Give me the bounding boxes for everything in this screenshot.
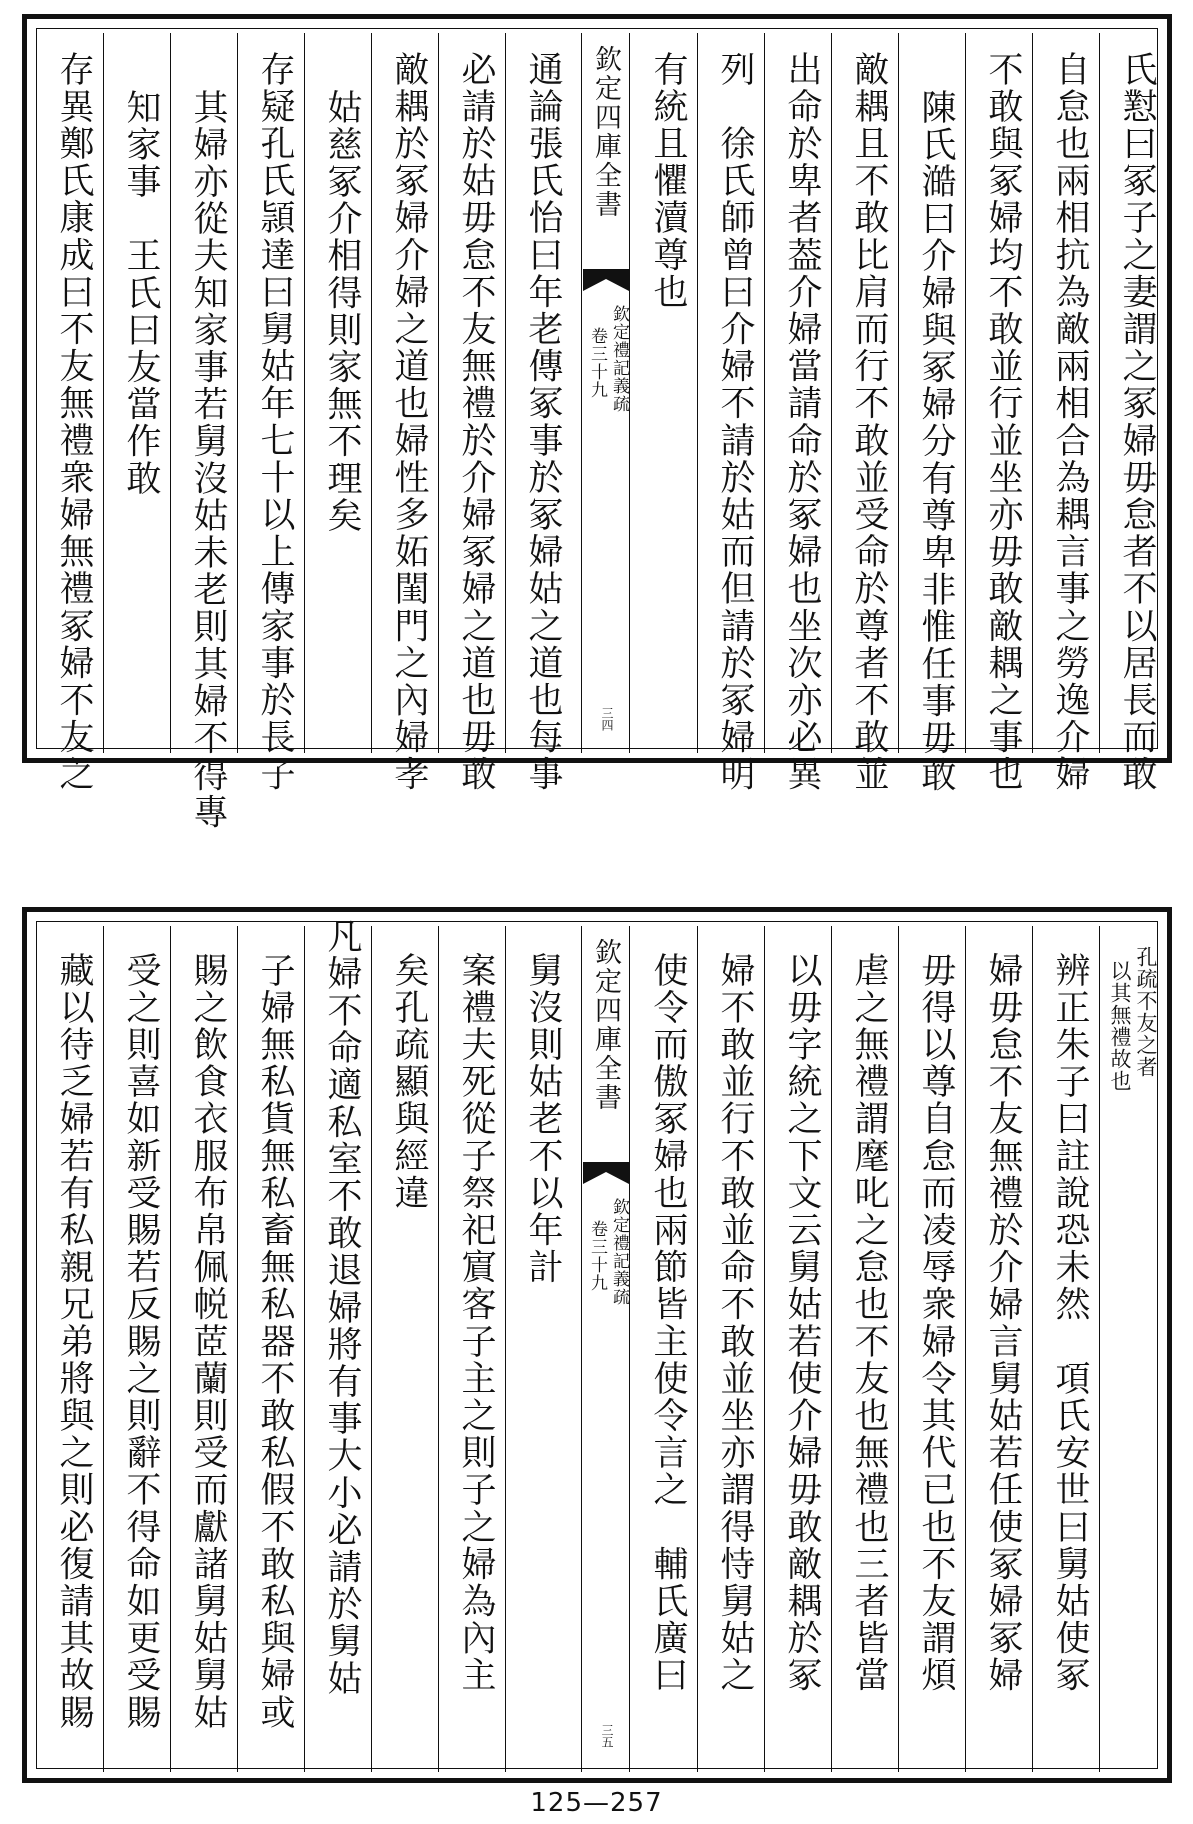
text-column: 其婦亦從夫知家事若舅沒姑未老則其婦不得專	[188, 89, 228, 831]
column-rule	[438, 33, 439, 753]
fishtail-mark	[583, 269, 629, 293]
text-column: 氏懟曰冢子之妻謂之冢婦毋怠者不以居長而敢	[1117, 51, 1157, 793]
small-note-column: 以其無禮故也	[1108, 960, 1132, 1092]
column-rule	[170, 33, 171, 753]
strip-rule	[581, 33, 582, 753]
text-column: 矣孔疏顯與經違	[389, 952, 429, 1212]
text-column: 自怠也兩相抗為敵兩相合為耦言事之勞逸介婦	[1050, 51, 1090, 793]
column-rule	[438, 926, 439, 1772]
column-rule	[237, 33, 238, 753]
center-strip-title: 欽定四庫全書	[590, 45, 621, 219]
column-rule	[103, 33, 104, 753]
text-column: 受之則喜如新受賜若反賜之則辭不得命如更受賜	[121, 952, 161, 1732]
text-column: 虐之無禮謂麾叱之怠也不友也無禮也三者皆當	[849, 952, 889, 1694]
text-column: 存異鄭氏康成曰不友無禮衆婦無禮冢婦不友之	[54, 51, 94, 793]
column-rule	[304, 926, 305, 1772]
text-column: 姑慈冢介相得則家無不理矣	[322, 89, 362, 535]
column-rule	[831, 926, 832, 1772]
center-strip-volume: 卷三十九	[587, 327, 607, 399]
small-note-column: 孔疏不友之者	[1134, 946, 1158, 1078]
column-rule	[764, 926, 765, 1772]
column-rule	[764, 33, 765, 753]
text-column: 陳氏澔曰介婦與冢婦分有尊卑非惟任事毋敢	[916, 89, 956, 794]
text-column: 知家事 王氏曰友當作敢	[121, 89, 161, 498]
column-rule	[831, 33, 832, 753]
column-rule	[697, 33, 698, 753]
text-column: 使令而傲冢婦也兩節皆主使令言之 輔氏廣曰	[648, 952, 688, 1694]
center-strip-page-number: 三五	[600, 1724, 614, 1748]
column-rule	[965, 926, 966, 1772]
center-strip-book-title: 欽定禮記義疏	[609, 1198, 629, 1306]
text-column: 舅沒則姑老不以年計	[523, 952, 563, 1286]
bottom-page-frame	[22, 907, 1172, 1783]
text-column: 子婦無私貨無私畜無私器不敢私假不敢私與婦或	[255, 952, 295, 1732]
text-column: 存疑孔氏頴達曰舅姑年七十以上傳家事於長子	[255, 51, 295, 793]
top-page-frame	[22, 14, 1172, 831]
text-column: 有統且懼瀆尊也	[648, 51, 688, 311]
column-rule	[1099, 926, 1100, 1772]
text-column: 賜之飲食衣服布帛佩帨茝蘭則受而獻諸舅姑舅姑	[188, 952, 228, 1732]
text-column: 必請於姑毋怠不友無禮於介婦冢婦之道也毋敢	[456, 51, 496, 793]
column-rule	[1099, 33, 1100, 753]
column-rule	[304, 33, 305, 753]
text-column: 不敢與冢婦均不敢並行並坐亦毋敢敵耦之事也	[983, 51, 1023, 793]
column-rule	[371, 33, 372, 753]
column-rule	[1032, 33, 1033, 753]
text-column: 毋得以尊自怠而凌辱衆婦令其代已也不友謂煩	[916, 952, 956, 1694]
text-column: 藏以待乏婦若有私親兄弟將與之則必復請其故賜	[54, 952, 94, 1732]
column-rule	[505, 33, 506, 753]
text-column: 敵耦且不敢比肩而行不敢並受命於尊者不敢並	[849, 51, 889, 793]
fishtail-mark	[583, 1162, 629, 1186]
column-rule	[371, 926, 372, 1772]
text-column: 辨正朱子曰註說恐未然 項氏安世曰舅姑使冢	[1050, 952, 1090, 1694]
column-rule	[1032, 926, 1033, 1772]
column-rule	[103, 926, 104, 1772]
strip-rule	[629, 926, 630, 1772]
center-strip-book-title: 欽定禮記義疏	[609, 305, 629, 413]
column-rule	[965, 33, 966, 753]
column-rule	[170, 926, 171, 1772]
text-column: 案禮夫死從子祭祀賔客子主之則子之婦為內主	[456, 952, 496, 1694]
text-column: 出命於卑者葢介婦當請命於冢婦也坐次亦必異	[782, 51, 822, 793]
text-column: 婦毋怠不友無禮於介婦言舅姑若任使冢婦冢婦	[983, 952, 1023, 1694]
text-column: 列 徐氏師曾曰介婦不請於姑而但請於冢婦明	[715, 51, 755, 793]
strip-rule	[581, 926, 582, 1772]
bottom-page-columns	[27, 912, 1167, 1778]
column-rule	[505, 926, 506, 1772]
center-strip-title: 欽定四庫全書	[590, 938, 621, 1112]
column-rule	[697, 926, 698, 1772]
text-column: 以毋字統之下文云舅姑若使介婦毋敢敵耦於冢	[782, 952, 822, 1694]
column-rule	[237, 926, 238, 1772]
text-column: 凡婦不命適私室不敢退婦將有事大小必請於舅姑	[322, 918, 362, 1698]
column-rule	[898, 926, 899, 1772]
column-rule	[898, 33, 899, 753]
text-column: 敵耦於冢婦介婦之道也婦性多妬閨門之內婦孝	[389, 51, 429, 793]
text-column: 婦不敢並行不敢並命不敢並坐亦謂得恃舅姑之	[715, 952, 755, 1694]
top-page-columns	[27, 19, 1167, 831]
center-strip-volume: 卷三十九	[587, 1220, 607, 1292]
text-column: 通論張氏怡曰年老傳冢事於冢婦姑之道也每事	[523, 51, 563, 793]
center-strip-page-number: 三四	[600, 707, 614, 731]
page-number-footer: 125—257	[530, 1788, 663, 1818]
